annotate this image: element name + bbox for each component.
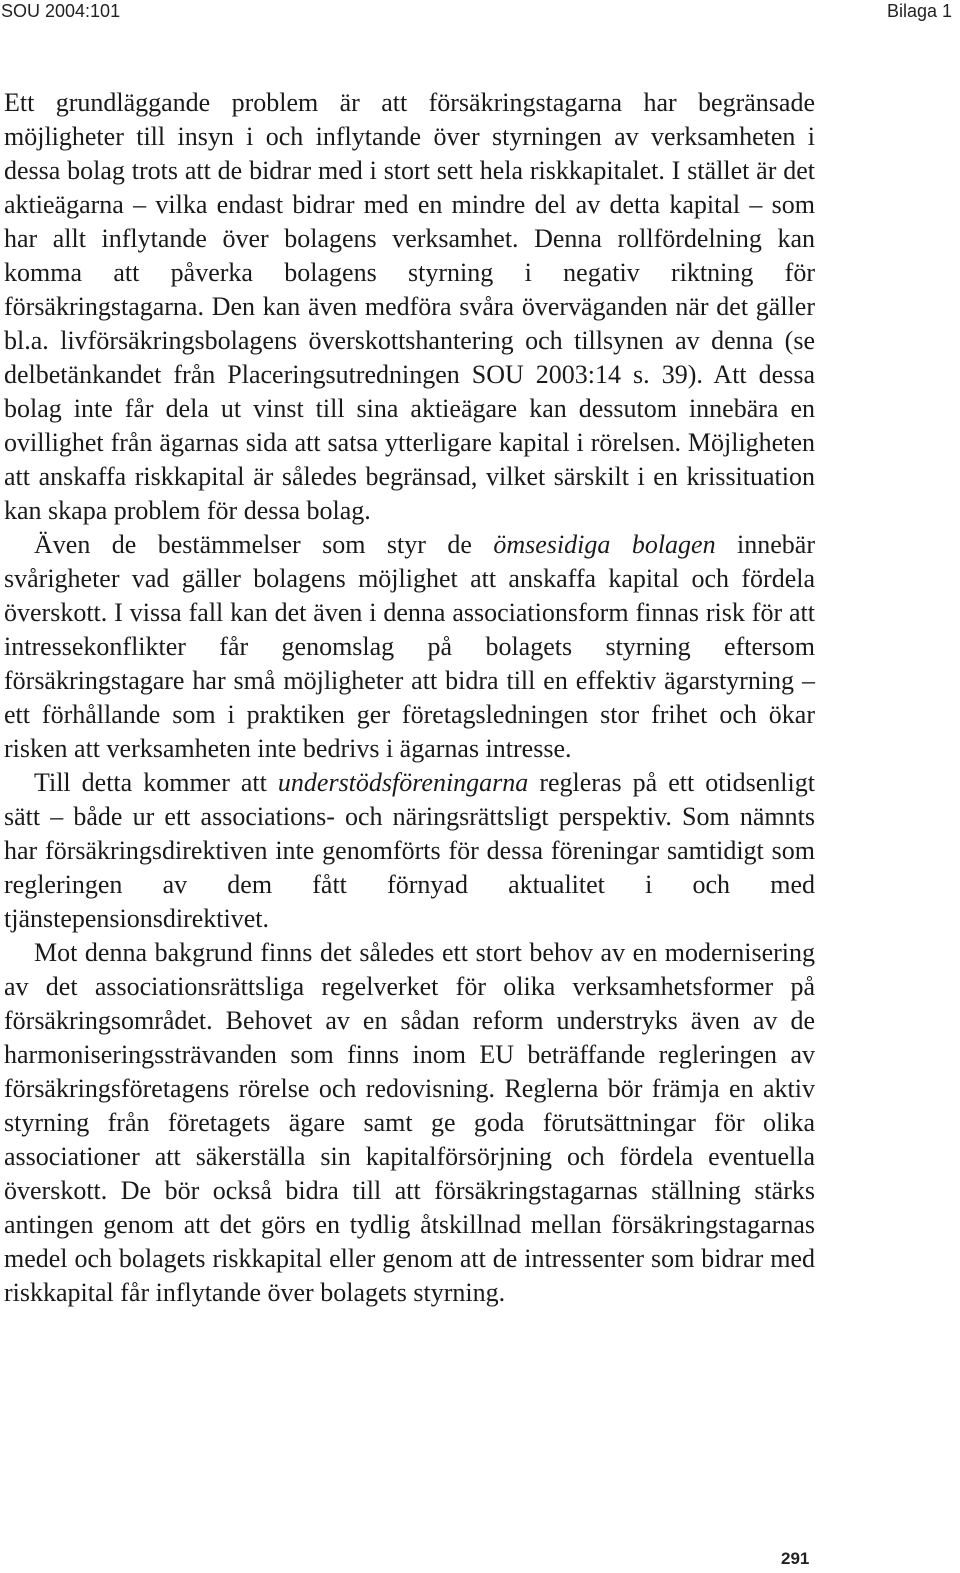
paragraph-3-emphasis: understödsföreningarna	[277, 768, 529, 797]
report-reference: SOU 2004:101	[1, 1, 121, 21]
paragraph-3	[4, 766, 815, 936]
paragraph-3-text-start: Till detta kommer att	[34, 768, 278, 797]
paragraph-2	[4, 528, 815, 766]
paragraph-2-emphasis: ömsesidiga bolagen	[493, 530, 716, 559]
paragraph-2-text-start: Även de bestämmelser som styr de	[34, 530, 494, 559]
paragraph-1: Ett grundläggande problem är att försäkringstagarna har begränsade möjligheter till insyn i och inflytande över styrningen av verksamheten i dessa bolag trots att de bidrar med i stort sett hela riskkapitalet. I stället är det aktieägarna – vilka endast bidrar med en mindre del av detta kapital – som har allt inflytande över bolagens verksamhet. Denna rollfördelning kan komma att påverka bolagens styrning i negativ riktning för försäkringstagarna. Den kan även medföra svåra överväganden när det gäller bl.a. livförsäkringsbolagens överskottshantering och tillsynen av denna (se delbetänkandet från Placeringsutredningen SOU 2003:14 s. 39). Att dessa bolag inte får dela ut vinst till sina aktieägare kan dessutom innebära en ovillighet från ägarnas sida att satsa ytterligare kapital i rörelsen. Möjligheten att anskaffa riskkapital är således begränsad, vilket särskilt i en krissituation kan skapa problem för dessa bolag.	[4, 88, 815, 525]
paragraph-3-text-end: regleras på ett otidsenligt sätt – både ur ett associations- och näringsrättsligt perspektiv. Som nämnts har försäkringsdirektiven inte genomförts för dessa föreningar samtidigt som regleringen av dem fått förnyad aktualitet i och med tjänstepensionsdirektivet.	[4, 768, 815, 933]
document-body	[4, 86, 815, 1310]
appendix-label: Bilaga 1	[886, 1, 952, 21]
paragraph-4: Mot denna bakgrund finns det således ett stort behov av en modernisering av det associationsrättsliga regelverket för olika verksamhetsformer på försäkringsområdet. Behovet av en sådan reform understryks även av de harmoniseringssträvanden som finns inom EU beträffande regleringen av försäkringsföretagens rörelse och redovisning. Reglerna bör främja en aktiv styrning från företagets ägare samt ge goda förutsättningar för olika associationer att säkerställa sin kapitalförsörjning och fördela eventuella överskott. De bör också bidra till att försäkringstagarnas ställning stärks antingen genom att det görs en tydlig åtskillnad mellan försäkringstagarnas medel och bolagets riskkapital eller genom att de intressenter som bidrar med riskkapital får inflytande över bolagets styrning.	[4, 938, 815, 1307]
page-number: 291	[781, 1549, 810, 1568]
paragraph-2-text-end: innebär svårigheter vad gäller bolagens möjlighet att anskaffa kapital och fördela överskott. I vissa fall kan det även i denna associationsform finnas risk för att intressekonflikter får genomslag på bolagets styrning eftersom försäkringstagare har små möjligheter att bidra till en effektiv ägarstyrning – ett förhållande som i praktiken ger företagsledningen stor frihet och ökar risken att verksamheten inte bedrivs i ägarnas intresse.	[4, 530, 816, 763]
